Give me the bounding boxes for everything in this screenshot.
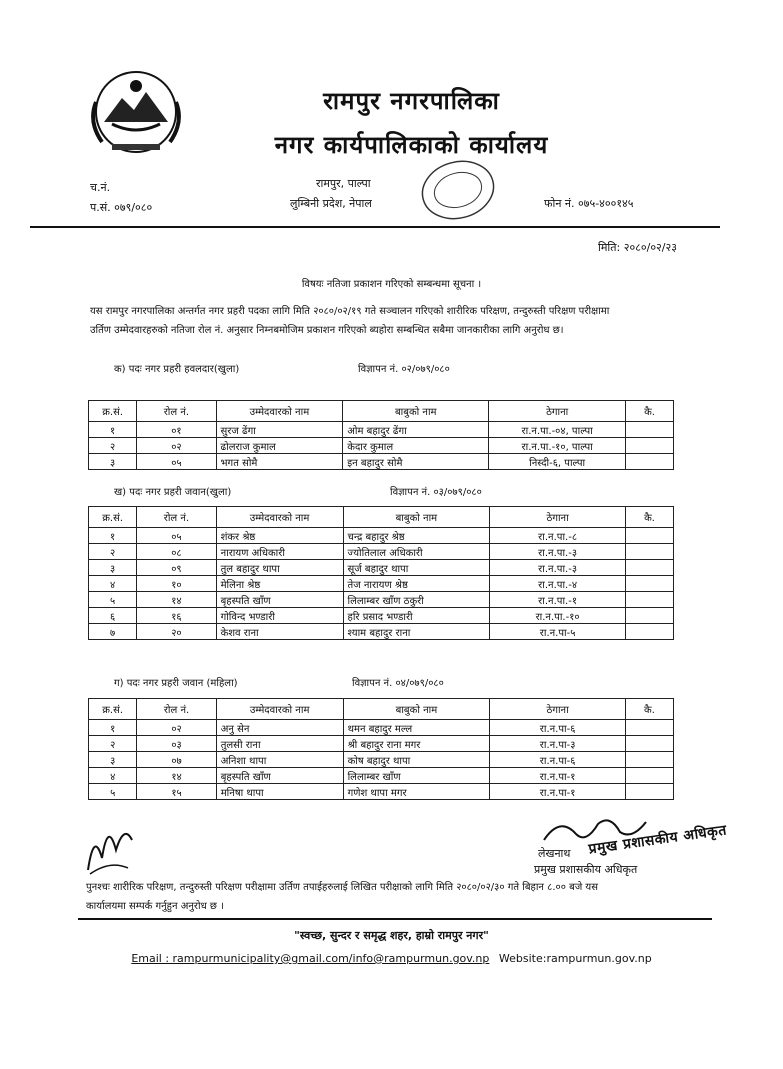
table-row <box>89 752 674 768</box>
table-cell: ४ <box>89 576 137 592</box>
result-table-a <box>88 400 674 470</box>
table-cell <box>626 528 674 544</box>
table-cell: १ <box>89 528 137 544</box>
table-cell: २ <box>89 438 137 454</box>
table-cell: २ <box>89 544 137 560</box>
table-cell: ५ <box>89 784 137 800</box>
table-cell: रा.न.पा.-१ <box>490 592 626 608</box>
table-cell: लिलाम्बर खाँण ठकुरी <box>343 592 490 608</box>
table-cell: गोविन्द भण्डारी <box>216 608 343 624</box>
result-table-c <box>88 698 674 800</box>
postscript <box>86 878 726 916</box>
column-header: रोल नं. <box>137 401 216 422</box>
table-cell: १५ <box>137 784 216 800</box>
table-cell: ढोलराज कुमाल <box>216 438 343 454</box>
table-cell <box>626 454 674 470</box>
notice-body-line1: यस रामपुर नगरपालिका अन्तर्गत नगर प्रहरी पदका लागि मिति २०८०/०२/१९ गते सञ्चालन गरिएको शारीरिक परिक्षण, तन्दुरुस्ती परिक्षण परीक्षामा <box>90 306 610 317</box>
postscript-line2: कार्यालयमा सम्पर्क गर्नुहुन अनुरोध छ । <box>86 901 224 912</box>
table-row <box>89 576 674 592</box>
table-cell: १६ <box>137 608 216 624</box>
table-cell: सूर्ज बहादुर थापा <box>343 560 490 576</box>
table-cell: रा.न.पा.-३ <box>490 544 626 560</box>
table-cell: ०१ <box>137 422 216 438</box>
table-row <box>89 422 674 438</box>
postscript-line1: पुनश्चः शारीरिक परिक्षण, तन्दुरुस्ती परिक्षण परीक्षामा उर्तिण तपाईहरुलाई लिखित परीक्षाको लागि मिति २०८०/०२/३० गते बिहान ८.०० बजे यस <box>86 882 598 893</box>
fiscal-ref: प.सं. ०७९/०८० <box>90 201 153 214</box>
column-header: ठेगाना <box>489 401 626 422</box>
table-cell: रा.न.पा-१ <box>490 768 626 784</box>
handwritten-initials <box>80 810 140 884</box>
table-cell: १० <box>137 576 216 592</box>
table-cell: १ <box>89 422 137 438</box>
table-cell: नारायण अधिकारी <box>216 544 343 560</box>
table-cell <box>625 768 673 784</box>
table-cell: ७ <box>89 624 137 640</box>
column-header: रोल नं. <box>137 507 216 528</box>
table-cell: केशव राना <box>216 624 343 640</box>
table-cell: रा.न.पा.-४ <box>490 576 626 592</box>
column-header: बाबुको नाम <box>343 401 489 422</box>
table-cell: ज्योतिलाल अधिकारी <box>343 544 490 560</box>
table-cell: २ <box>89 736 137 752</box>
table-row <box>89 544 674 560</box>
table-cell: श्याम बहादुर राना <box>343 624 490 640</box>
table-cell: मेलिना श्रेष्ठ <box>216 576 343 592</box>
column-header: बाबुको नाम <box>343 507 490 528</box>
table-cell: ०९ <box>137 560 216 576</box>
ref-label: च.नं. <box>90 181 111 194</box>
table-cell: रा.न.पा-६ <box>490 720 626 736</box>
section-a-ad-no: विज्ञापन नं. ०२/०७९/०८० <box>358 364 450 375</box>
column-header: उम्मेदवारको नाम <box>216 401 343 422</box>
column-header: क्र.सं. <box>89 401 137 422</box>
table-cell: ०५ <box>137 454 216 470</box>
table-cell: ४ <box>89 768 137 784</box>
table-cell: ०८ <box>137 544 216 560</box>
table-cell: अनु सेन <box>216 720 343 736</box>
notice-body <box>90 302 710 340</box>
table-cell: लिलाम्बर खाँण <box>343 768 490 784</box>
column-header: कै. <box>626 401 674 422</box>
table-cell: सुरज ढेंगा <box>216 422 343 438</box>
table-cell <box>625 752 673 768</box>
table-cell: ०३ <box>137 736 216 752</box>
table-row <box>89 768 674 784</box>
table-cell: चन्द्र बहादुर श्रेष्ठ <box>343 528 490 544</box>
notice-body-line2: उर्तिण उम्मेदवारहरुको नतिजा रोल नं. अनुसार निम्नबमोजिम प्रकाशन गरिएको ब्यहोरा सम्बन्धित सबैमा जानकारीका लागि अनुरोध छ। <box>90 325 564 336</box>
table-row <box>89 736 674 752</box>
table-cell: रा.न.पा-३ <box>490 736 626 752</box>
table-cell: ५ <box>89 592 137 608</box>
section-c-post: ग) पदः नगर प्रहरी जवान (महिला) <box>114 678 238 689</box>
table-cell: रा.न.पा.-८ <box>490 528 626 544</box>
signatory-name: लेखनाथ <box>538 847 571 860</box>
section-c-ad-no: विज्ञापन नं. ०४/०७९/०८० <box>352 678 444 689</box>
section-a-post: क) पदः नगर प्रहरी हवलदार(खुला) <box>114 364 240 375</box>
table-cell: ०७ <box>137 752 216 768</box>
signatory-title: प्रमुख प्रशासकीय अधिकृत <box>534 863 638 876</box>
table-cell: १ <box>89 720 137 736</box>
column-header: क्र.सं. <box>89 507 137 528</box>
table-row <box>89 528 674 544</box>
column-header: उम्मेदवारको नाम <box>216 699 343 720</box>
table-cell: कोष बहादुर थापा <box>343 752 490 768</box>
table-row <box>89 592 674 608</box>
table-cell: भगत सोमै <box>216 454 343 470</box>
table-row <box>89 438 674 454</box>
table-cell: २० <box>137 624 216 640</box>
website-link[interactable]: Website:rampurmun.gov.np <box>498 952 652 965</box>
table-row <box>89 560 674 576</box>
table-cell <box>626 560 674 576</box>
column-header: कै. <box>625 699 673 720</box>
header-rule <box>30 226 720 228</box>
address-line2: लुम्बिनी प्रदेश, नेपाल <box>290 197 372 210</box>
table-header-row <box>89 699 674 720</box>
table-cell: ०२ <box>137 720 216 736</box>
table-cell: ३ <box>89 454 137 470</box>
table-cell: रा.न.पा-६ <box>490 752 626 768</box>
column-header: ठेगाना <box>490 507 626 528</box>
notice-date: मिति: २०८०/०२/२३ <box>598 241 677 254</box>
column-header: बाबुको नाम <box>343 699 490 720</box>
table-row <box>89 624 674 640</box>
table-cell: बृहस्पति खाँण <box>216 768 343 784</box>
section-b-post: ख) पदः नगर प्रहरी जवान(खुला) <box>114 487 232 498</box>
column-header: क्र.सं. <box>89 699 137 720</box>
table-cell: मनिषा थापा <box>216 784 343 800</box>
email-link[interactable]: Email : rampurmunicipality@gmail.com/info@rampurmun.gov.np <box>131 952 490 965</box>
table-row <box>89 454 674 470</box>
table-cell <box>626 422 674 438</box>
table-cell <box>626 624 674 640</box>
column-header: ठेगाना <box>490 699 626 720</box>
table-cell <box>625 736 673 752</box>
section-b-ad-no: विज्ञापन नं. ०३/०७९/०८० <box>390 487 482 498</box>
table-row <box>89 784 674 800</box>
table-cell <box>626 544 674 560</box>
table-cell: रा.न.पा-५ <box>490 624 626 640</box>
table-cell: अनिशा थापा <box>216 752 343 768</box>
office-title-line1: रामपुर नगरपालिका <box>323 87 500 115</box>
column-header: कै. <box>626 507 674 528</box>
table-row <box>89 608 674 624</box>
table-header-row <box>89 507 674 528</box>
table-cell: केदार कुमाल <box>343 438 489 454</box>
table-cell: तुलसी राना <box>216 736 343 752</box>
table-header-row <box>89 401 674 422</box>
table-cell <box>626 592 674 608</box>
table-cell: १४ <box>137 768 216 784</box>
table-cell <box>626 438 674 454</box>
table-cell: रा.न.पा.-०४, पाल्पा <box>489 422 626 438</box>
table-cell: बृहस्पति खाँण <box>216 592 343 608</box>
table-cell: श्री बहादुर राना मगर <box>343 736 490 752</box>
footer-rule <box>78 918 712 920</box>
table-cell: रा.न.पा-१ <box>490 784 626 800</box>
table-cell: ३ <box>89 752 137 768</box>
office-stamp <box>418 156 498 224</box>
table-cell: १४ <box>137 592 216 608</box>
notice-subject: विषयः नतिजा प्रकाशन गरिएको सम्बन्धमा सूचना । <box>301 279 482 290</box>
slogan: "स्वच्छ, सुन्दर र समृद्ध शहर, हाम्रो रामपुर नगर" <box>294 929 489 942</box>
table-cell: रा.न.पा.-१० <box>490 608 626 624</box>
address-line1: रामपुर, पाल्पा <box>316 177 371 190</box>
result-table-b <box>88 506 674 640</box>
table-cell: शंकर श्रेष्ठ <box>216 528 343 544</box>
table-cell: थमन बहादुर मल्ल <box>343 720 490 736</box>
table-cell: इन बहादुर सोमै <box>343 454 489 470</box>
office-title-line2: नगर कार्यपालिकाको कार्यालय <box>274 131 549 159</box>
table-cell: रा.न.पा.-३ <box>490 560 626 576</box>
table-cell: रा.न.पा.-१०, पाल्पा <box>489 438 626 454</box>
table-cell: तेज नारायण श्रेष्ठ <box>343 576 490 592</box>
table-cell: ३ <box>89 560 137 576</box>
phone-number: फोन नं. ०७५-४००१४५ <box>544 197 634 210</box>
table-cell <box>626 608 674 624</box>
column-header: रोल नं. <box>137 699 216 720</box>
table-cell: ०५ <box>137 528 216 544</box>
table-row <box>89 720 674 736</box>
officer-stamp: प्रमुख प्रशासकीय अधिकृत <box>587 822 728 858</box>
table-cell: ०२ <box>137 438 216 454</box>
column-header: उम्मेदवारको नाम <box>216 507 343 528</box>
table-cell: हरि प्रसाद भण्डारी <box>343 608 490 624</box>
contact-line <box>0 952 783 965</box>
table-cell <box>625 784 673 800</box>
table-cell <box>626 576 674 592</box>
table-cell: ओम बहादुर ढेंगा <box>343 422 489 438</box>
table-cell: ६ <box>89 608 137 624</box>
table-cell: निस्दी-६, पाल्पा <box>489 454 626 470</box>
table-cell: गणेश थापा मगर <box>343 784 490 800</box>
table-cell <box>625 720 673 736</box>
table-cell: तुल बहादुर थापा <box>216 560 343 576</box>
